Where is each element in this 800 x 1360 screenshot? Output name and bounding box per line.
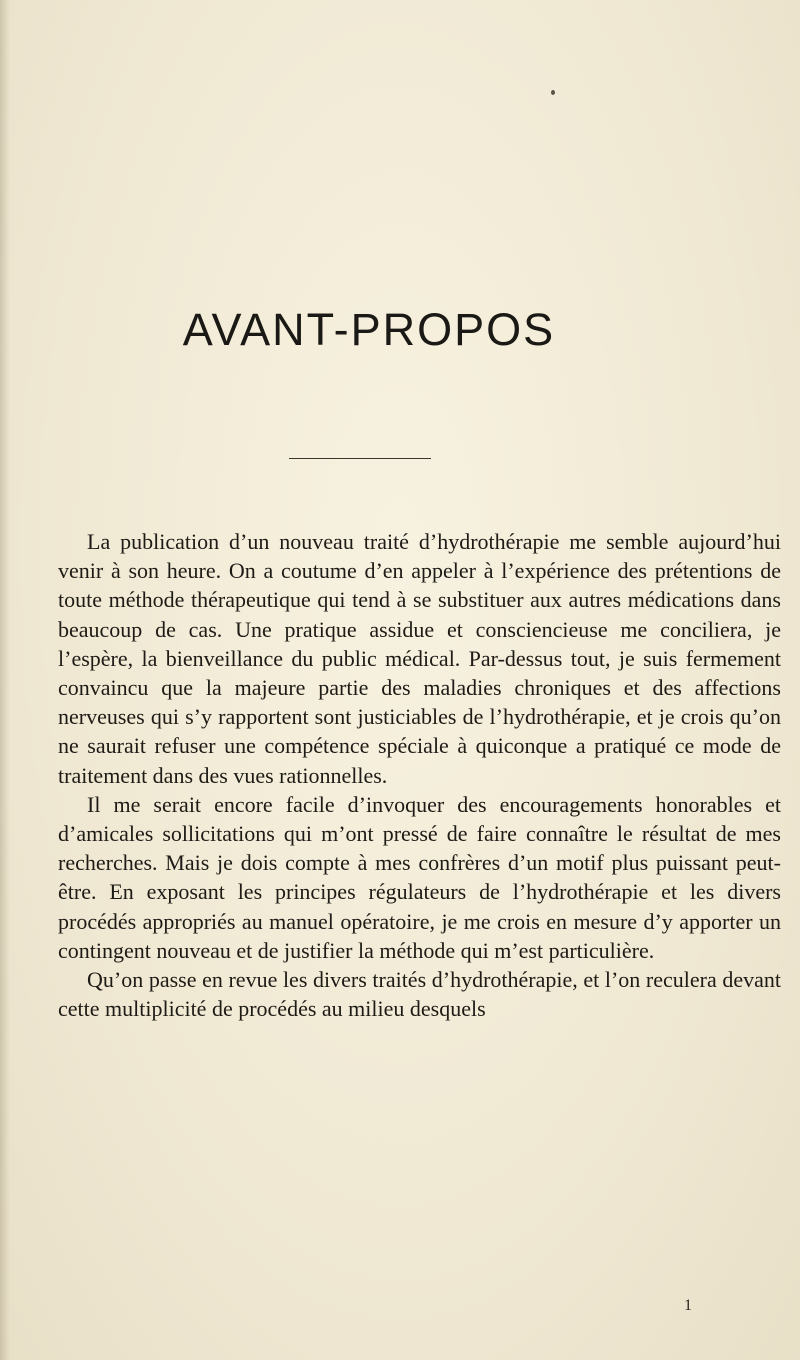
title-divider: [289, 458, 431, 459]
body-text: [58, 527, 781, 1023]
paragraph-2: Il me serait encore facile d’invoquer des encouragements honorables et d’amicales sollicitations qui m’ont pressé de faire connaître le résultat de mes recherches. Mais je dois compte à mes confrères d’un motif plus puissant peut-être. En exposant les principes régulateurs de l’hydrothérapie et les divers procédés appropriés au manuel opératoire, je me crois en mesure d’y apporter un contingent nouveau et de justifier la méthode qui m’est particulière.: [58, 791, 781, 963]
paragraph-3: Qu’on passe en revue les divers traités d’hydrothérapie, et l’on reculera devant cette multiplicité de procédés au milieu desquels: [58, 967, 781, 1022]
page-binding-shadow: [0, 0, 10, 1360]
paragraph-1: La publication d’un nouveau traité d’hydrothérapie me semble aujourd’hui venir à son heure. On a coutume d’en appeler à l’expérience des prétentions de toute méthode thérapeutique qui tend à se substituer aux autres médications dans beaucoup de cas. Une pratique assidue et consciencieuse me conciliera, je l’espère, la bienveillance du public médical. Par-dessus tout, je suis fermement convaincu que la majeure partie des maladies chroniques et des affections nerveuses qui s’y rapportent sont justiciables de l’hydrothérapie, et je crois qu’on ne saurait refuser une compétence spéciale à quiconque a pratiqué ce mode de traitement dans des vues rationnelles.: [58, 529, 781, 788]
ink-speck: [551, 90, 555, 95]
page-number: 1: [684, 1297, 692, 1314]
page-title: AVANT-PROPOS: [182, 304, 556, 355]
